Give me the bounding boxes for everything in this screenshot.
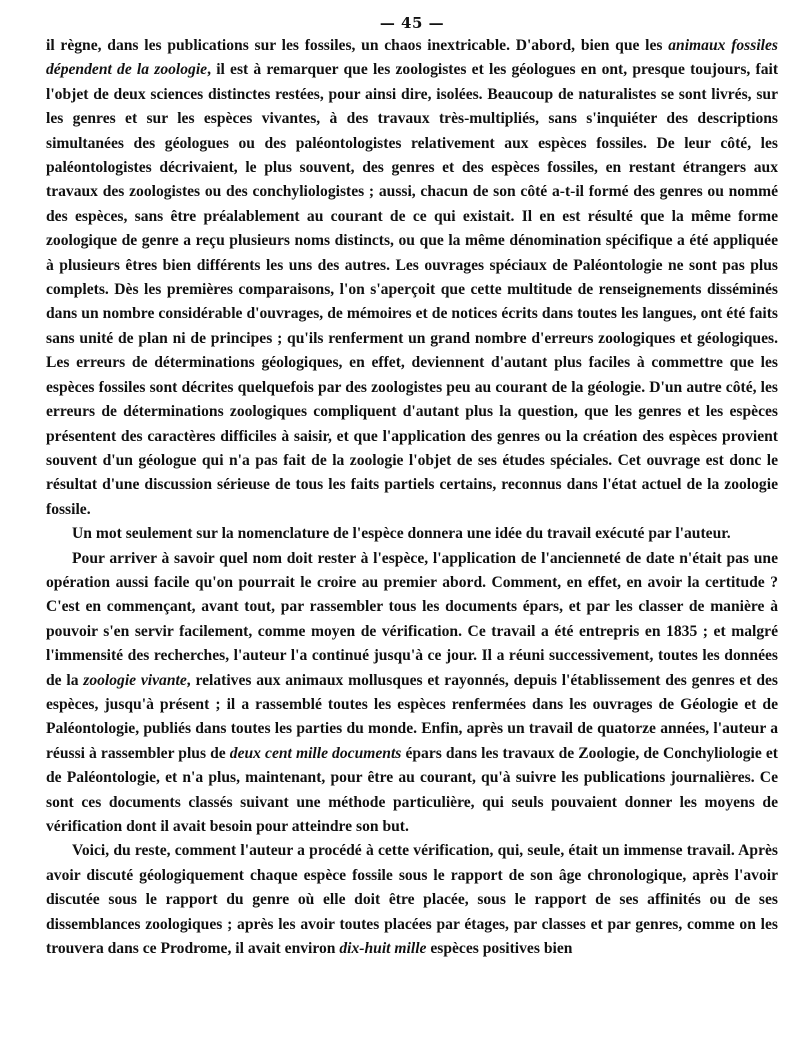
text-run: il règne, dans les publications sur les fossiles, un chaos inextricable. D'abord, bien que les: [46, 37, 669, 54]
text-run: espèces positives bien: [426, 940, 573, 958]
text-run: Un mot seulement sur la nomenclature de l'espèce donnera une idée du travail exécuté par l'auteur.: [72, 525, 731, 543]
text-run: Voici, du reste, comment l'auteur a procédé à cette vérification, qui, seule, était un immense travail. Après avoir discuté géologiquement chaque espèce fossile sous le rapport de son âge chronologique, après l'avoir discutée sous le rapport du genre où elle doit être placée, sous le rapport de ses affinités ou de ses dissemblances zoologiques ; après les avoir toutes placées par étages, par classes et par genres, comme on les trouvera dans ce Prodrome, il avait environ: [46, 842, 778, 958]
body-text: [46, 34, 778, 961]
text-run: épars dans les travaux de Zoologie, de Conchyliologie et de Paléontologie, et n'a plus, maintenant, pour être au courant, qu'à suivre les publications journalières. Ce sont ces documents classés suivant une méthode particulière, qui seuls pouvaient donner les moyens de vérification dont il avait besoin pour atteindre son but.: [46, 744, 778, 835]
paragraph: [46, 34, 778, 522]
italic-run: dix-huit mille: [339, 940, 427, 958]
italic-run: deux cent mille documents: [229, 744, 402, 762]
italic-run: zoologie vivante: [83, 671, 187, 689]
paragraph: [46, 839, 778, 961]
text-run: , relatives aux animaux mollusques et rayonnés, depuis l'établissement des genres et des espèces, jusqu'à présent ; il a rassemblé toutes les espèces renfermées dans les ouvrages de Géologie et de Paléontologie, publiés dans toutes les parties du monde. Enfin, après un travail de quatorze années, l'auteur a réussi à rassembler plus de: [46, 671, 778, 762]
text-run: , il est à remarquer que les zoologistes et les géologues en ont, presque toujours, fait l'objet de deux sciences distinctes restées, pour ainsi dire, isolées. Beaucoup de naturalistes se sont livrés, sur les genres et sur les espèces vivantes, à des travaux très-multipliés, sans s'inquiéter des descriptions simultanées des géologues ou des paléontologistes relativement aux espèces fossiles. De leur côté, les paléontologistes décrivaient, le plus souvent, des genres et des espèces fossiles, en restant étrangers aux travaux des zoologistes ou des conchyliologistes ; aussi, chacun de son côté a-t-il formé des genres ou nommé des espèces, sans être préalablement au courant de ce qui existait. Il en est résulté que la même forme zoologique de genre a reçu plusieurs noms distincts, ou que la même dénomination spécifique a été appliquée à plusieurs êtres bien différents les uns des autres. Les ouvrages spéciaux de Paléontologie ne sont pas plus complets. Dès les premières comparaisons, l'on s'aperçoit que cette multitude de renseignements disséminés dans un nombre considérable d'ouvrages, de mémoires et de notices écrits dans toutes les langues, ont été faits sans unité de plan ni de principes ; qu'ils renferment un grand nombre d'erreurs zoologiques et géologiques. Les erreurs de déterminations géologiques, en effet, deviennent d'autant plus faciles à commettre que les espèces fossiles sont décrites quelquefois par des zoologistes peu au courant de la géologie. D'un autre côté, les erreurs de déterminations zoologiques compliquent d'autant plus la question, que les genres et les espèces présentent des caractères difficiles à saisir, et que l'application des genres ou la création des espèces provient souvent d'un géologue qui n'a pas fait de la zoologie l'objet de ses études spéciales. Cet ouvrage est donc le résultat d'une discussion sérieuse de tous les faits partiels certains, reconnus dans l'état actuel de la zoologie fossile.: [46, 61, 779, 518]
paragraph: [46, 522, 778, 546]
page-number: — 45 —: [379, 14, 445, 32]
italic-run: animaux fossiles dépendent de la zoologie: [46, 37, 778, 79]
paragraph: [46, 547, 778, 840]
text-run: Pour arriver à savoir quel nom doit rester à l'espèce, l'application de l'ancienneté de date n'était pas une opération aussi facile qu'on pourrait le croire au premier abord. Comment, en effet, en avoir la certitude ? C'est en commençant, avant tout, par rassembler tous les documents épars, et par les classer de manière à pouvoir s'en servir facilement, comme moyen de vérification. Ce travail a été entrepris en 1835 ; et malgré l'immensité des recherches, l'auteur l'a continué jusqu'à ce jour. Il a réuni successivement, toutes les données de la: [46, 549, 778, 689]
